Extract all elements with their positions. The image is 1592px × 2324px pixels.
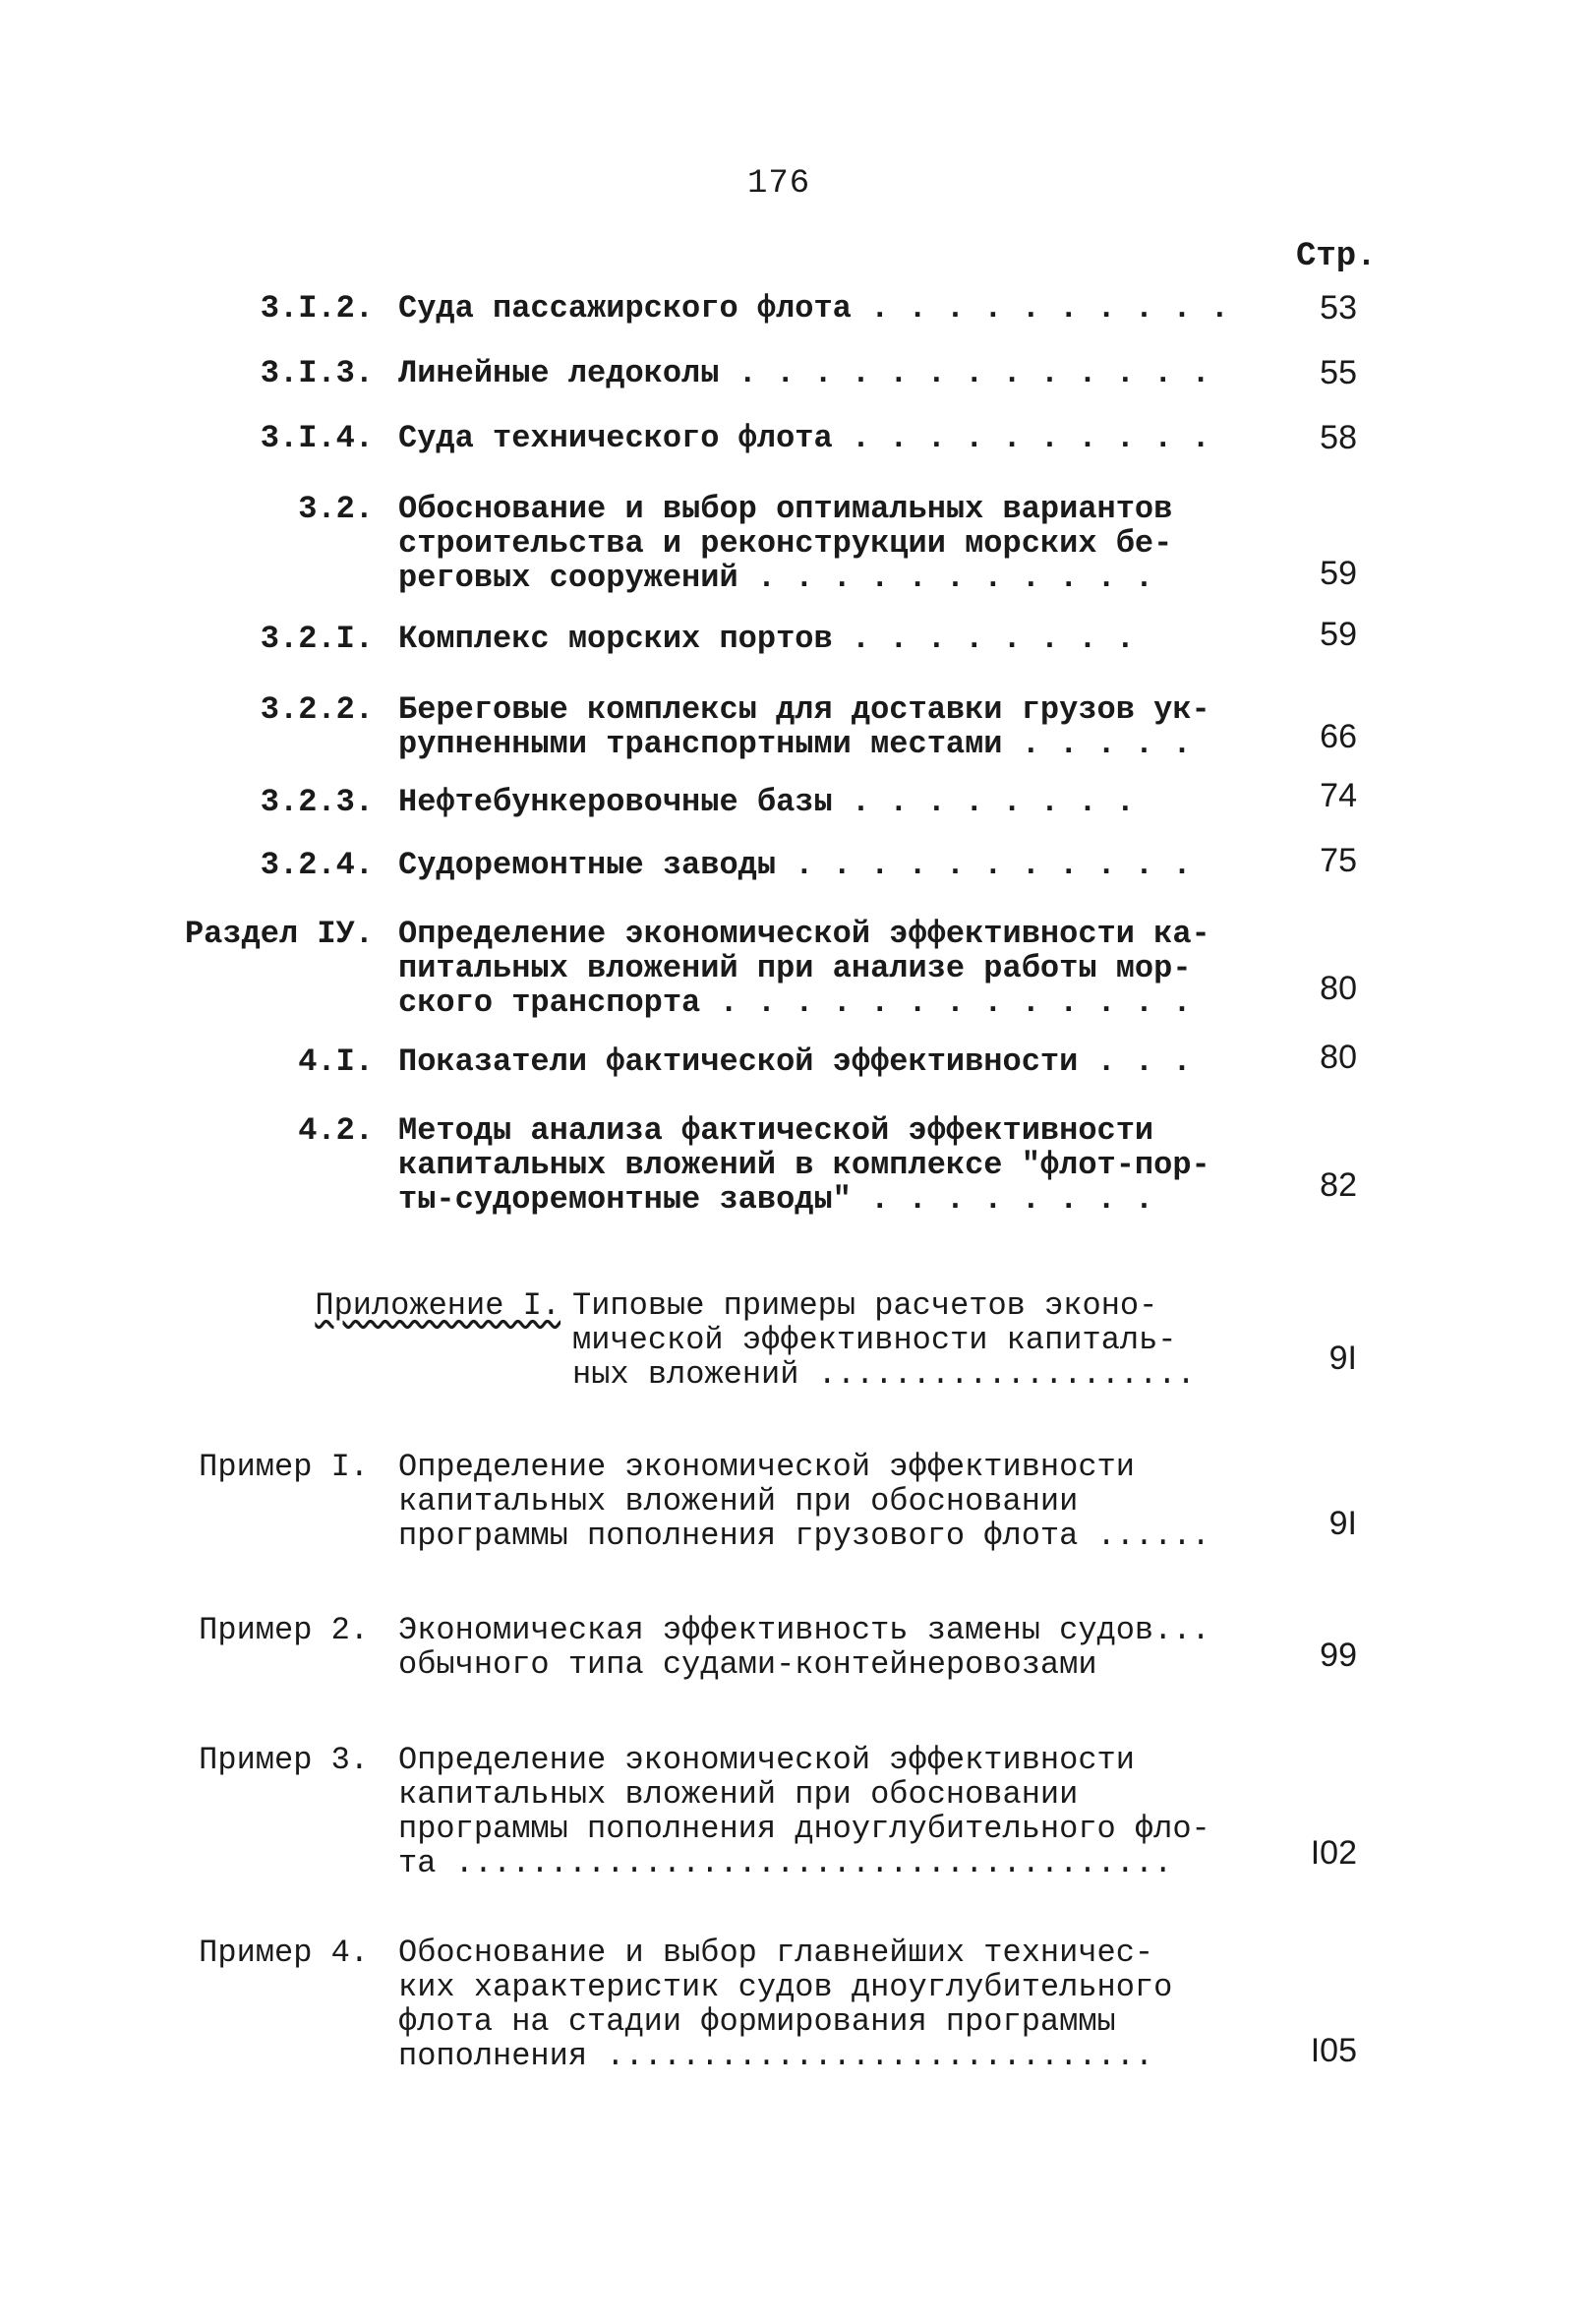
toc-entry-title: Нефтебункеровочные базы . . . . . . . .: [398, 784, 1135, 820]
toc-entry-number: 3.I.2.: [260, 290, 374, 327]
toc-entry-number: 3.2.2.: [260, 691, 374, 728]
toc-entry-page: I02: [1310, 1834, 1357, 1872]
toc-entry-title: Линейные ледоколы . . . . . . . . . . . . .: [398, 355, 1210, 391]
toc-entry-number: 3.2.4.: [260, 847, 374, 883]
toc-entry-page: 59: [1320, 616, 1357, 653]
toc-entry: [0, 1113, 1357, 1222]
toc-entry: [0, 917, 1357, 1025]
toc-entry: [0, 842, 1357, 887]
toc-entry-title: Обоснование и выбор оптимальных вариантов строительства и реконструкции морских бе- реговых сооружений . . . . . . . . . . .: [398, 491, 1173, 596]
toc-entry-number: 3.2.: [298, 491, 374, 527]
toc-entry-title: Экономическая эффективность замены судов... обычного типа судами-контейнеровозами: [398, 1612, 1210, 1683]
toc-entry: [0, 1039, 1357, 1084]
toc-example-entry: [0, 1936, 1357, 2078]
toc-example-entry: [0, 1450, 1357, 1558]
toc-entry-title: Суда пассажирского флота . . . . . . . . . .: [398, 290, 1229, 327]
toc-entry-title: Определение экономической эффективности капитальных вложений при обосновании программы пополнения дноуглубительного фло- та ......................................: [398, 1742, 1210, 1881]
toc-entry-page: 99: [1320, 1637, 1357, 1674]
toc-entry-page: 9I: [1328, 1505, 1357, 1542]
toc-entry-page: 55: [1320, 354, 1357, 391]
toc-entry: [0, 421, 1357, 460]
toc-entry-number: 4.2.: [298, 1112, 374, 1149]
toc-entry-number: 3.2.I.: [260, 621, 374, 657]
toc-entry-page: I05: [1310, 2032, 1357, 2069]
toc-entry-page: 82: [1320, 1166, 1357, 1204]
toc-entry-number: Приложение I.: [315, 1287, 560, 1324]
toc-entry-page: 80: [1320, 970, 1357, 1007]
toc-entry-page: 80: [1320, 1039, 1357, 1076]
toc-entry-page: 53: [1320, 289, 1357, 327]
page-number: 176: [747, 165, 811, 203]
toc-entry: [0, 692, 1357, 766]
toc-entry-number: Пример 3.: [199, 1742, 369, 1778]
toc-entry-title: Показатели фактической эффективности . . .: [398, 1043, 1192, 1080]
toc-entry: [0, 291, 1357, 330]
toc-example-entry: [0, 1613, 1357, 1687]
toc-entry: [0, 492, 1357, 600]
toc-entry-number: Пример I.: [199, 1449, 369, 1485]
toc-entry-title: Типовые примеры расчетов эконо- мической эффективности капиталь- ных вложений ....................: [572, 1287, 1196, 1393]
toc-entry: [0, 616, 1357, 661]
toc-entry-title: Определение экономической эффективности ка- питальных вложений при анализе работы мор- ского транспорта . . . . . . . . . . . . .: [398, 916, 1210, 1021]
toc-entry-number: 3.I.4.: [260, 420, 374, 456]
toc-entry-title: Комплекс морских портов . . . . . . . .: [398, 621, 1135, 657]
toc-appendix-entry: [0, 1288, 1357, 1397]
toc-entry-page: 9I: [1328, 1340, 1357, 1377]
toc-entry-number: 3.I.3.: [260, 355, 374, 391]
toc-entry-page: 66: [1320, 718, 1357, 755]
toc-entry-title: Судоремонтные заводы . . . . . . . . . . .: [398, 847, 1192, 883]
toc-entry-page: 74: [1320, 777, 1357, 814]
toc-entry-number: Пример 2.: [199, 1612, 369, 1648]
toc-entry-number: Раздел IУ.: [184, 916, 374, 952]
toc-entry: [0, 356, 1357, 395]
toc-example-entry: [0, 1743, 1357, 1885]
toc-entry-title: Определение экономической эффективности капитальных вложений при обосновании программы пополнения грузового флота ......: [398, 1449, 1210, 1554]
toc-entry-number: Пример 4.: [199, 1935, 369, 1971]
toc-entry-page: 58: [1320, 419, 1357, 456]
toc-entry-number: 3.2.3.: [260, 784, 374, 820]
toc-entry-page: 75: [1320, 842, 1357, 879]
toc-entry-page: 59: [1320, 555, 1357, 592]
toc-entry-title: Методы анализа фактической эффективности капитальных вложений в комплексе "флот-пор- ты-судоремонтные заводы" . . . . . . . .: [398, 1112, 1210, 1218]
toc-entry: [0, 777, 1357, 824]
toc-entry-title: Обоснование и выбор главнейших техничес- ких характеристик судов дноуглубительного флота на стадии формирования программы пополнения .............................: [398, 1935, 1173, 2074]
toc-entry-number: 4.I.: [298, 1043, 374, 1080]
pages-column-header: Стр.: [1296, 238, 1377, 275]
toc-entry-title: Суда технического флота . . . . . . . . . .: [398, 420, 1210, 456]
toc-entry-title: Береговые комплексы для доставки грузов ук- рупненными транспортными местами . . . . .: [398, 691, 1210, 762]
